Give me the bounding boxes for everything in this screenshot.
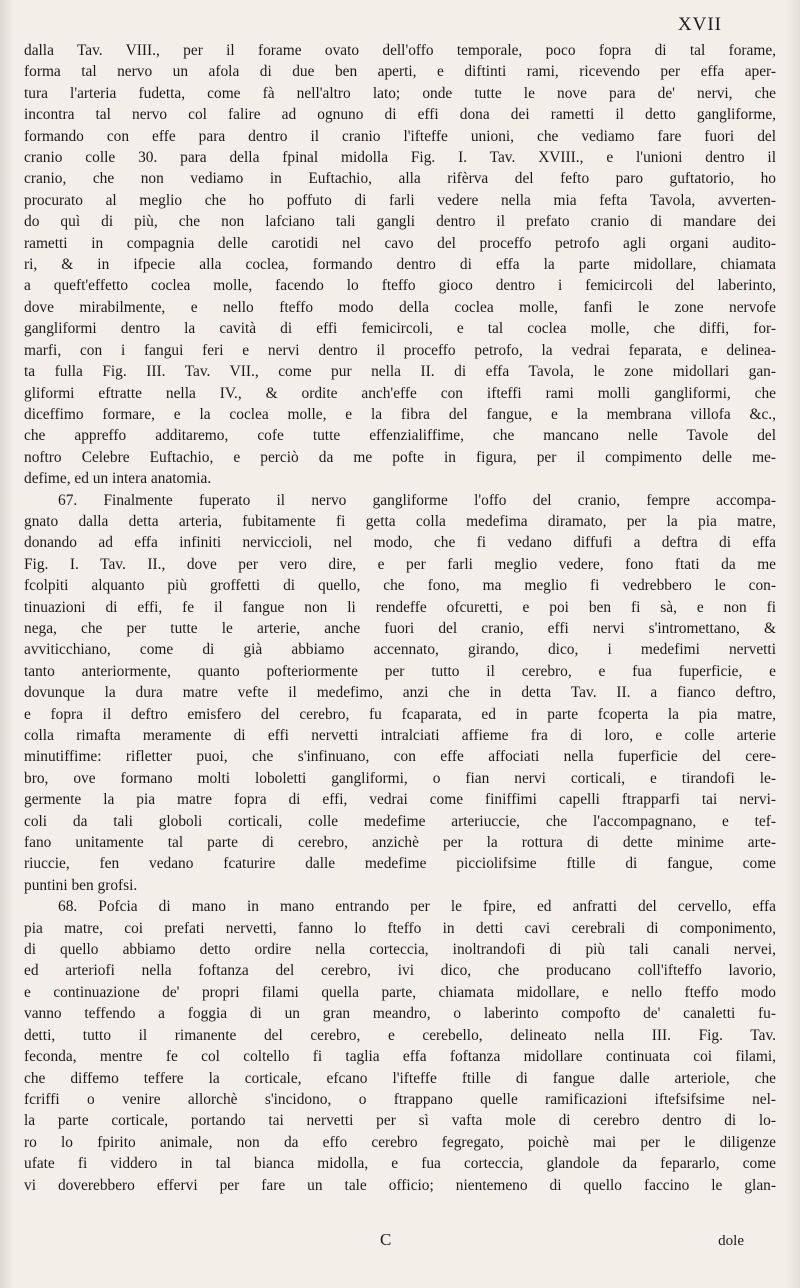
text-line: vanno teffendo a foggia di un gran meandro, o laberinto compofto de' canaletti fu- [24,1005,776,1023]
text-line: marfi, con i fangui feri e nervi dentro il proceffo petrofo, la vedrai feparata, e delinea- [24,341,776,359]
text-line: coli da tali globoli corticali, colle medefime arteriuccie, che l'accompagnano, e tef- [24,812,776,830]
text-line: defime, ed un intera anatomia. [24,470,212,488]
text-line: e fopra il deftro emisfero del cerebro, fu fcaparata, ed in parte fcoperta la pia matre, [24,705,776,723]
text-line: gnato dalla detta arteria, fubitamente fi getta colla medefima diramato, per la pia matre, [24,512,776,530]
text-line: riuccie, fen vedano fcaturire dalle medefime picciolifsime ftille di fangue, come [24,855,776,873]
text-line: a queft'effetto coclea molle, facendo lo fteffo gioco dentro i femicircoli del laberinto, [24,277,776,295]
page-right-edge [786,0,800,1288]
text-line: dovunque la dura matre vefte il medefimo, anzi che in detta Tav. II. a fianco deftro, [24,684,776,702]
text-line: ufate fi viddero in tal bianca midolla, e fua corteccia, glandole da fepararlo, come [24,1155,776,1173]
catchword: dole [718,1233,744,1249]
text-line: minutiffime: rifletter puoi, che s'infinuano, con effe affociati nella fuperficie del cere- [24,748,776,766]
page-number: XVII [677,14,722,35]
page-left-edge [0,0,14,1288]
text-line: diceffimo formare, e la coclea molle, e la fibra del fangue, e la membrana villofa &c., [24,405,776,423]
text-line: fcolpiti alquanto più groffetti di quello, che fono, ma meglio fi vedrebbero le con- [24,577,776,595]
text-line: avviticchiano, come di già abbiamo accennato, girando, dico, i medefimi nervetti [24,641,776,659]
text-line: puntini ben grofsi. [24,876,138,894]
text-line: colla rimafta meramente di effi nervetti intralciati affieme fra di loro, e colle arterie [24,727,776,744]
text-line: che appreffo additaremo, cofe tutte effenzialiffime, che mancano nelle Tavole del [24,427,776,445]
text-line: dalla Tav. VIII., per il forame ovato dell'offo temporale, poco fopra di tal forame, [24,42,776,59]
text-line: cranio, che non vediamo in Euftachio, alla rifèrva del fefto paro guftatorio, ho [24,170,776,188]
text-line: gliformi eftratte nella IV., & ordite anch'effe con ifteffi rami molli gangliformi, che [24,384,776,402]
text-line: la parte corticale, portando tai nervetti per sì vafta mole di cerebro dentro di lo- [24,1112,776,1130]
text-line: incontra tal nervo col falire ad ognuno di effi dona dei rametti il detto gangliforme, [24,106,776,124]
text-line: Fig. I. Tav. II., dove per vero dire, e per farli meglio vedere, fono ftati da me [24,555,776,573]
text-line: che diffemo teffere la corticale, efcano l'ifteffe ftille di fangue dalle arteriole, che [24,1069,776,1087]
text-line: 67. Finalmente fuperato il nervo gangliforme l'offo del cranio, fempre accompa- [58,491,776,509]
text-line: fano unitamente tal parte di cerebro, anzichè per la rottura di dette minime arte- [24,834,776,852]
text-line: formando con effe para dentro il cranio l'ifteffe unioni, che vediamo fare fuori del [24,127,776,145]
text-line: germente la pia matre fopra di effi, vedrai come finiffimi capelli ftrapparfi tai nervi- [24,791,776,809]
text-line: detti, tutto il rimanente del cerebro, e cerebello, delineato nella III. Fig. Tav. [24,1026,776,1044]
text-line: tura l'arteria fudetta, come fà nell'altro lato; onde tutte le nove para de' nervi, che [24,84,776,102]
text-line: vi doverebbero effervi per fare un tale officio; nientemeno di quello faccino le glan- [24,1176,776,1194]
text-line: do quì di più, che non lafciano tali gangli dentro il prefato cranio di mandare dei [24,213,776,231]
text-line: 68. Pofcia di mano in mano entrando per le fpire, ed anfratti del cervello, effa [58,898,776,916]
text-line: rametti in compagnia delle carotidi nel cavo del proceffo petrofo agli organi audito- [24,234,776,252]
text-line: donando ad effa infiniti nerviccioli, nel modo, che fi vedano diffufi a deftra di effa [24,534,776,552]
text-line: di quello abbiamo detto ordire nella corteccia, inoltrandofi di più tali canali nervei, [24,941,776,959]
gathering-signature: C [380,1230,392,1249]
text-line: dove mirabilmente, e nello fteffo modo della coclea molle, fanfi le zone nervofe [24,298,776,316]
text-line: feconda, mentre fe col coltello fi taglia effa foftanza midollare continuata coi filami, [24,1048,776,1066]
body-text [24,40,776,1196]
text-line: tanto anteriormente, quanto pofteriormente per tutto il cerebro, e fua fuperficie, e [24,662,776,680]
text-line: e continuazione de' propri filami quella parte, chiamata midollare, e nello fteffo modo [24,983,776,1001]
text-line: noftro Celebre Euftachio, e perciò da me pofte in figura, per il compimento delle me- [24,448,776,466]
text-line: tinuazioni di effi, fe il fangue non li rendeffe ofcuretti, e poi ben fi sà, e non fi [24,598,776,616]
text-line: fcriffi o venire allorchè s'incidono, o ftrappano quelle ramificazioni iftefsifsime nel- [24,1090,776,1108]
text-line: ed arteriofi nella foftanza del cerebro, ivi dico, che producano coll'ifteffo lavorio, [24,962,776,980]
text-line: nega, che per tutte le arterie, anche fuori del cranio, effi nervi s'intromettano, & [24,619,776,637]
text-line: forma tal nervo un afola di due ben aperti, e diftinti rami, ricevendo per effa aper- [24,63,776,81]
text-line: pia matre, coi prefati nervetti, fanno lo fteffo in detti cavi cerebrali di componimento, [24,919,776,937]
text-line: procurato al meglio che ho poffuto di farli vedere nella mia fefta Tavola, avverten- [24,191,776,209]
text-line: bro, ove formano molti loboletti gangliformi, o fian nervi corticali, e tirandofi le- [24,769,776,787]
text-line: ro lo fpirito animale, non da effo cerebro fegregato, poichè mai per le diligenze [24,1133,776,1151]
text-line: gangliformi dentro la cavità di effi femicircoli, e tal coclea molle, che diffi, for- [24,320,776,338]
text-line: cranio colle 30. para della fpinal midolla Fig. I. Tav. XVIII., e l'unioni dentro il [24,149,776,167]
text-line: ri, & in ifpecie alla coclea, formando dentro di effa la parte midollare, chiamata [24,256,776,274]
text-line: ta fulla Fig. III. Tav. VII., come pur nella II. di effa Tavola, le zone midollari gan- [24,363,776,381]
